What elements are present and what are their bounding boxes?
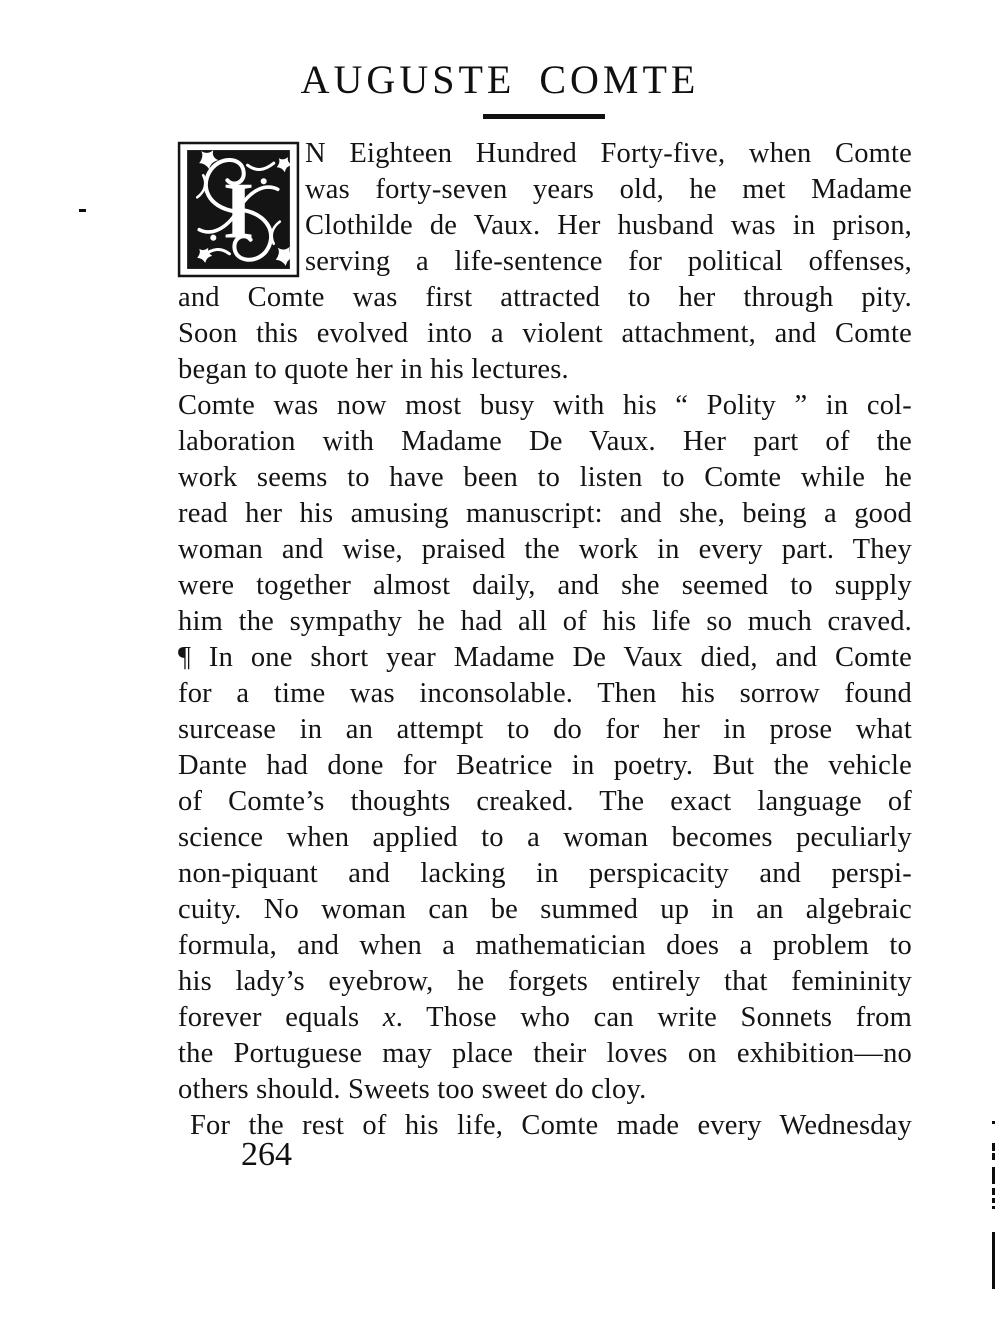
text-line: Dante had done for Beatrice in poetry. But the vehicle: [178, 750, 912, 781]
text-line: For the rest of his life, Comte made every Wednesday: [190, 1110, 912, 1141]
text-line: of Comte’s thoughts creaked. The exact language of: [178, 786, 912, 817]
scan-artifact-right-mark: [992, 1188, 995, 1195]
page-number: 264: [241, 1136, 292, 1173]
italic-x: x: [382, 1002, 396, 1033]
text-line: the Portuguese may place their loves on exhibition—no: [178, 1038, 912, 1069]
scan-artifact-right-line: [992, 1232, 995, 1289]
text-line: formula, and when a mathematician does a problem to: [178, 930, 912, 961]
body-text: [178, 136, 912, 1144]
scan-artifact-right-mark: [992, 1167, 995, 1184]
scan-artifact-right-mark: [992, 1206, 995, 1209]
scan-artifact-right-mark: [992, 1121, 995, 1124]
text-line: read her his amusing manuscript: and she, being a good: [178, 498, 912, 529]
text-line: for a time was inconsolable. Then his sorrow found: [178, 678, 912, 709]
text-line: woman and wise, praised the work in every part. They: [178, 534, 912, 565]
text-line: were together almost daily, and she seemed to supply: [178, 570, 912, 601]
text-line: began to quote her in his lectures.: [178, 354, 569, 385]
text-line: non-piquant and lacking in perspicacity and perspi-: [178, 858, 912, 889]
text-line: Clothilde de Vaux. Her husband was in prison,: [305, 210, 912, 241]
scan-artifact-right-mark: [992, 1143, 995, 1151]
text-line: cuity. No woman can be summed up in an algebraic: [178, 894, 912, 925]
text-line: and Comte was first attracted to her through pity.: [178, 282, 912, 313]
text-line: Comte was now most busy with his “ Polity ” in col-: [178, 390, 912, 421]
text-line: science when applied to a woman becomes peculiarly: [178, 822, 912, 853]
text-line: serving a life-sentence for political offenses,: [305, 246, 912, 277]
text-line: his lady’s eyebrow, he forgets entirely that femininity: [178, 966, 912, 997]
text-line: others should. Sweets too sweet do cloy.: [178, 1074, 647, 1105]
text-line: him the sympathy he had all of his life so much craved.: [178, 606, 912, 637]
text-line: Soon this evolved into a violent attachment, and Comte: [178, 318, 912, 349]
text-line: N Eighteen Hundred Forty-five, when Comte: [305, 138, 912, 169]
scan-artifact-left-dash: [79, 209, 86, 212]
svg-text:I: I: [222, 166, 255, 256]
text-line: surcease in an attempt to do for her in prose what: [178, 714, 912, 745]
page-title: AUGUSTE COMTE: [300, 57, 700, 102]
text-line: forever equals x. Those who can write Sonnets from: [178, 1002, 912, 1033]
scan-artifact-right-mark: [992, 1198, 995, 1203]
text-line: ¶ In one short year Madame De Vaux died, and Comte: [178, 642, 912, 673]
scan-artifact-right-mark: [992, 1153, 995, 1160]
text-line: was forty-seven years old, he met Madame: [305, 174, 912, 205]
text-line: laboration with Madame De Vaux. Her part of the: [178, 426, 912, 457]
text-line: work seems to have been to listen to Comte while he: [178, 462, 912, 493]
title-rule: [483, 114, 605, 119]
